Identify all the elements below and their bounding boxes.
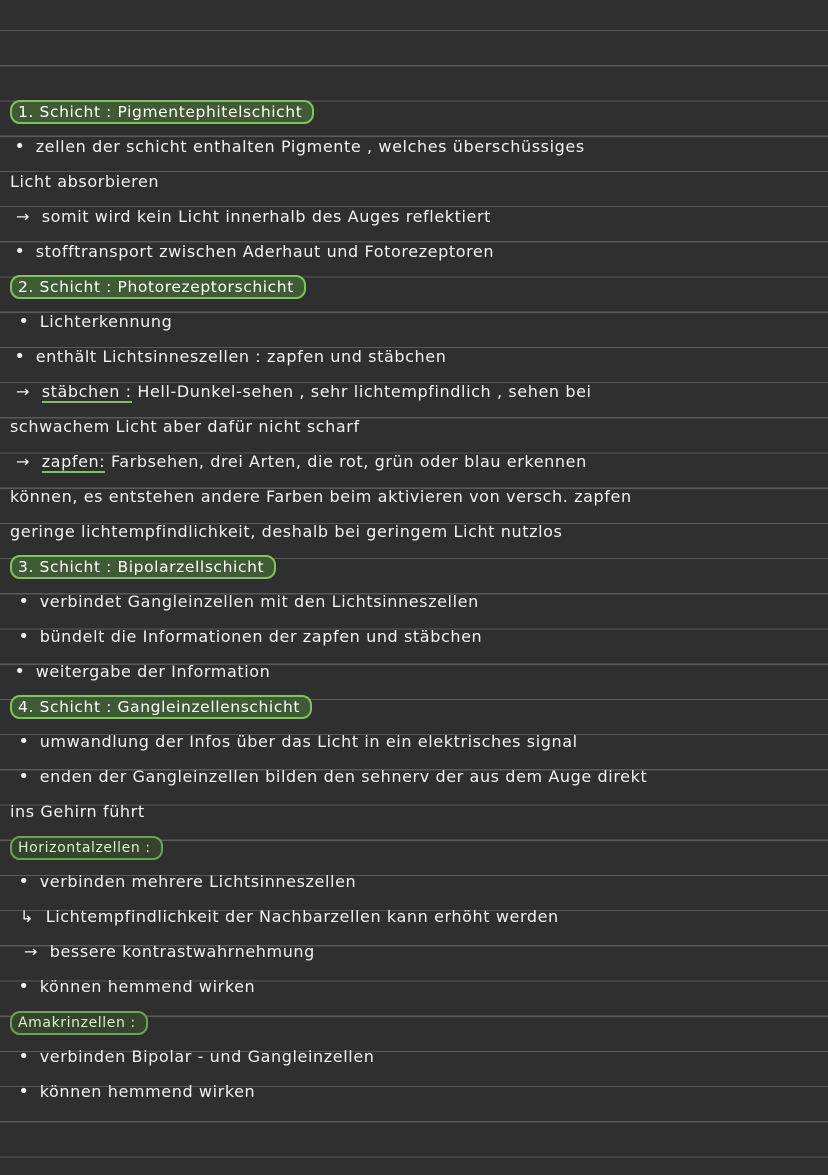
- note-text: Lichterkennung: [39, 312, 173, 331]
- heading-amakrinzellen: [0, 1004, 820, 1039]
- note-text: geringe lichtempfindlichkeit, deshalb bei geringem Licht nutzlos: [10, 522, 563, 541]
- list-item: [0, 654, 820, 689]
- bullet-icon: •: [14, 241, 26, 262]
- bullet-icon: •: [18, 1046, 30, 1067]
- note-text: Licht absorbieren: [10, 172, 160, 191]
- list-item: [0, 1039, 820, 1074]
- list-item-continuation: [0, 514, 820, 549]
- list-item: [0, 129, 820, 164]
- heading-schicht-1: [0, 94, 820, 129]
- note-text: verbindet Gangleinzellen mit den Lichtsinneszellen: [39, 592, 479, 611]
- bullet-icon: •: [18, 1081, 30, 1102]
- list-item: [0, 934, 820, 969]
- bullet-icon: •: [18, 591, 30, 612]
- note-text: bündelt die Informationen der zapfen und stäbchen: [39, 627, 483, 646]
- bullet-icon: •: [18, 871, 30, 892]
- arrow-right-icon: →: [15, 452, 30, 471]
- heading-schicht-3: [0, 549, 820, 584]
- note-text: Lichtempfindlichkeit der Nachbarzellen kann erhöht werden: [45, 907, 559, 926]
- heading-text: 2. Schicht : Photorezeptorschicht: [10, 275, 306, 299]
- note-text: enden der Gangleinzellen bilden den sehnerv der aus dem Auge direkt: [39, 767, 648, 786]
- bullet-icon: •: [14, 346, 26, 367]
- bullet-icon: •: [18, 766, 30, 787]
- list-item-continuation: [0, 479, 820, 514]
- list-item: [0, 234, 820, 269]
- note-text: zellen der schicht enthalten Pigmente , welches überschüssiges: [35, 137, 585, 156]
- term-label: zapfen:: [41, 452, 106, 471]
- note-text: verbinden mehrere Lichtsinneszellen: [39, 872, 357, 891]
- list-item: [0, 199, 820, 234]
- note-text: verbinden Bipolar - und Gangleinzellen: [39, 1047, 375, 1066]
- list-item: [0, 724, 820, 759]
- list-item: [0, 969, 820, 1004]
- heading-text: Amakrinzellen :: [10, 1011, 148, 1035]
- list-item-continuation: [0, 409, 820, 444]
- note-text: Farbsehen, drei Arten, die rot, grün oder blau erkennen: [105, 452, 587, 471]
- arrow-right-icon: →: [23, 942, 38, 961]
- heading-schicht-4: [0, 689, 820, 724]
- bullet-icon: •: [14, 661, 26, 682]
- list-item-continuation: [0, 164, 820, 199]
- heading-schicht-2: [0, 269, 820, 304]
- arrow-right-icon: →: [15, 382, 30, 401]
- bullet-icon: •: [18, 976, 30, 997]
- list-item: [0, 864, 820, 899]
- note-text: können hemmend wirken: [39, 977, 256, 996]
- note-text: Hell-Dunkel-sehen , sehr lichtempfindlich , sehen bei: [131, 382, 592, 401]
- note-text: weitergabe der Information: [35, 662, 271, 681]
- arrow-right-icon: →: [15, 207, 30, 226]
- list-item: [0, 759, 820, 794]
- list-item: [0, 584, 820, 619]
- note-text: umwandlung der Infos über das Licht in ein elektrisches signal: [39, 732, 578, 751]
- note-text: können hemmend wirken: [39, 1082, 256, 1101]
- list-item-continuation: [0, 794, 820, 829]
- note-text: bessere kontrastwahrnehmung: [49, 942, 315, 961]
- term-label: stäbchen :: [41, 382, 132, 401]
- list-item: [0, 374, 820, 409]
- heading-text: 1. Schicht : Pigmentephitelschicht: [10, 100, 314, 124]
- heading-horizontalzellen: [0, 829, 820, 864]
- bullet-icon: •: [18, 731, 30, 752]
- heading-text: Horizontalzellen :: [10, 836, 163, 860]
- list-item: [0, 619, 820, 654]
- note-text: schwachem Licht aber dafür nicht scharf: [10, 417, 360, 436]
- list-item: [0, 339, 820, 374]
- list-item: [0, 444, 820, 479]
- note-text: somit wird kein Licht innerhalb des Auges reflektiert: [41, 207, 492, 226]
- list-item: [0, 1074, 820, 1109]
- note-text: ins Gehirn führt: [10, 802, 145, 821]
- note-text: stofftransport zwischen Aderhaut und Fotorezeptoren: [35, 242, 495, 261]
- heading-text: 4. Schicht : Gangleinzellenschicht: [10, 695, 312, 719]
- bullet-icon: •: [14, 136, 26, 157]
- hook-arrow-icon: ↳: [19, 907, 34, 926]
- bullet-icon: •: [18, 626, 30, 647]
- heading-text: 3. Schicht : Bipolarzellschicht: [10, 555, 276, 579]
- note-text: können, es entstehen andere Farben beim aktivieren von versch. zapfen: [10, 487, 632, 506]
- list-item: [0, 304, 820, 339]
- note-text: enthält Lichtsinneszellen : zapfen und stäbchen: [35, 347, 447, 366]
- bullet-icon: •: [18, 311, 30, 332]
- list-item: [0, 899, 820, 934]
